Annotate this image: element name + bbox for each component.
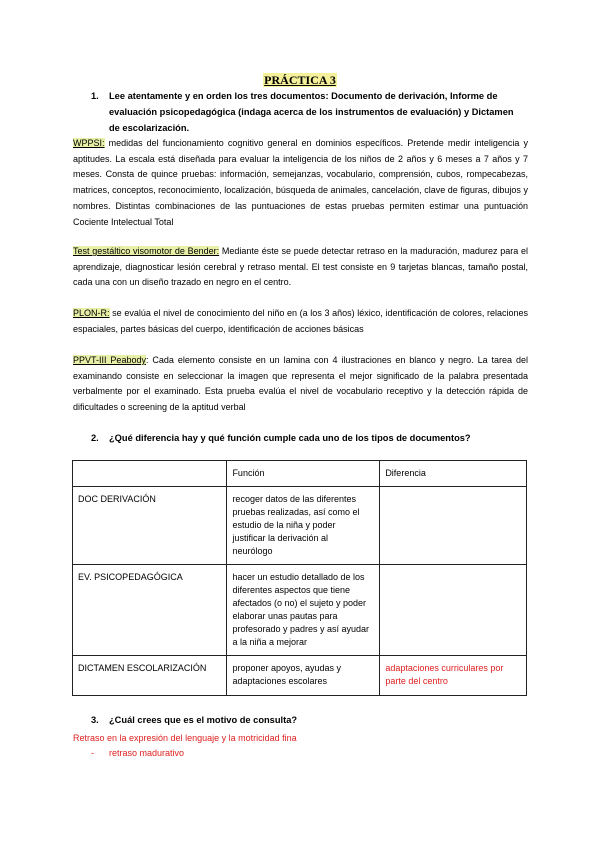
table-cell-diferencia bbox=[380, 565, 527, 656]
test-name: PLON-R: bbox=[73, 308, 110, 318]
test-description: : Cada elemento consiste en un lamina con 4 ilustraciones en blanco y negro. La tarea del examinando consiste en seleccionar la imagen que representa el mejor significado de la palabra presentada verbalmente por el examinado. Esta prueba evalúa el nivel de vocabulario receptivo y la detección rápida de dificultades o screening de la aptitud verbal bbox=[73, 355, 528, 413]
table-header-cell: Diferencia bbox=[380, 461, 527, 487]
test-plon-r bbox=[73, 306, 528, 337]
bullet-marker: - bbox=[91, 748, 94, 758]
question-3-answer: Retraso en la expresión del lenguaje y la motricidad fina bbox=[73, 733, 297, 743]
test-description: se evalúa el nivel de conocimiento del niño en (a los 3 años) léxico, identificación de colores, relaciones espaciales, partes básicas del cuerpo, identificación de acciones básicas bbox=[73, 308, 528, 334]
question-1-line-3: de escolarización. bbox=[109, 123, 190, 133]
question-1 bbox=[91, 89, 531, 137]
table-cell-funcion bbox=[227, 656, 380, 696]
table-cell-funcion-text: proponer apoyos, ayudas y adaptaciones escolares bbox=[232, 663, 342, 686]
test-name: WPPSI: bbox=[73, 138, 105, 148]
question-3-number: 3. bbox=[91, 715, 99, 725]
table-cell-funcion bbox=[227, 487, 380, 565]
question-2 bbox=[91, 431, 531, 447]
test-description: medidas del funcionamiento cognitivo general en dominios específicos. Pretende medir inteligencia y aptitudes. La escala está diseñada para evaluar la inteligencia de los niños de 2 años y 6 meses a 7 años y 7 meses. Consta de quince pruebas: información, semejanzas, vocabulario, comprensión, cubos, rompecabezas, matrices, conceptos, reconocimiento, localización, búsqueda de animales, cancelación, clave de figuras, dibujos y nombres. Distintas combinaciones de las puntuaciones de estas pruebas permiten estimar una puntuación Cociente Intelectual Total bbox=[73, 138, 528, 227]
table-cell-doc: EV. PSICOPEDAGÓGICA bbox=[73, 565, 227, 656]
question-2-number: 2. bbox=[91, 433, 99, 443]
documents-table bbox=[72, 460, 527, 696]
question-3-text: ¿Cuál crees que es el motivo de consulta? bbox=[109, 715, 298, 725]
table-cell-funcion-text: recoger datos de las diferentes pruebas realizadas, así como el estudio de la niña y poder justificar la derivación al neurólogo bbox=[232, 494, 360, 556]
table-cell-funcion-text: hacer un estudio detallado de los diferentes aspectos que tiene afectados (o no) el sujeto y poder elaborar unas pautas para profesorado y padres y así ayudar a la niña a mejorar bbox=[232, 572, 370, 647]
question-3-bullet bbox=[91, 746, 185, 760]
question-2-text: ¿Qué diferencia hay y qué función cumple cada uno de los tipos de documentos? bbox=[109, 433, 471, 443]
test-description: Mediante éste se puede detectar retraso en la maduración, madurez para el aprendizaje, diagnosticar lesión cerebral y retraso mental. El test consiste en 9 tarjetas blancas, tamaño postal, cada una con un diseño trazado en negro en el centro. bbox=[73, 246, 528, 288]
table-row bbox=[73, 656, 527, 696]
test-name: PPVT-III Peabody bbox=[73, 355, 146, 365]
table-row bbox=[73, 487, 527, 565]
page-title-text: PRÁCTICA 3 bbox=[264, 73, 336, 87]
page-title bbox=[0, 73, 600, 88]
test-ppvt-peabody bbox=[73, 353, 528, 416]
test-name: Test gestáltico visomotor de Bender: bbox=[73, 246, 220, 256]
question-1-line-2: evaluación psicopedagógica (indaga acerca de los instrumentos de evaluación) y Dictamen bbox=[109, 107, 514, 117]
table-header-cell bbox=[73, 461, 227, 487]
bullet-text: retraso madurativo bbox=[109, 748, 185, 758]
question-1-number: 1. bbox=[91, 91, 99, 101]
question-3 bbox=[91, 713, 531, 729]
table-cell-diferencia: adaptaciones curriculares por parte del centro bbox=[380, 656, 527, 696]
test-bender bbox=[73, 244, 528, 291]
table-header-row bbox=[73, 461, 527, 487]
question-1-line-1: Lee atentamente y en orden los tres documentos: Documento de derivación, Informe de bbox=[109, 91, 498, 101]
table-cell-diferencia bbox=[380, 487, 527, 565]
table-cell-doc: DOC DERIVACIÓN bbox=[73, 487, 227, 565]
test-wppsi bbox=[73, 136, 528, 230]
table-cell-doc: DICTAMEN ESCOLARIZACIÓN bbox=[73, 656, 227, 696]
table-row bbox=[73, 565, 527, 656]
table-cell-funcion bbox=[227, 565, 380, 656]
table-header-cell: Función bbox=[227, 461, 380, 487]
